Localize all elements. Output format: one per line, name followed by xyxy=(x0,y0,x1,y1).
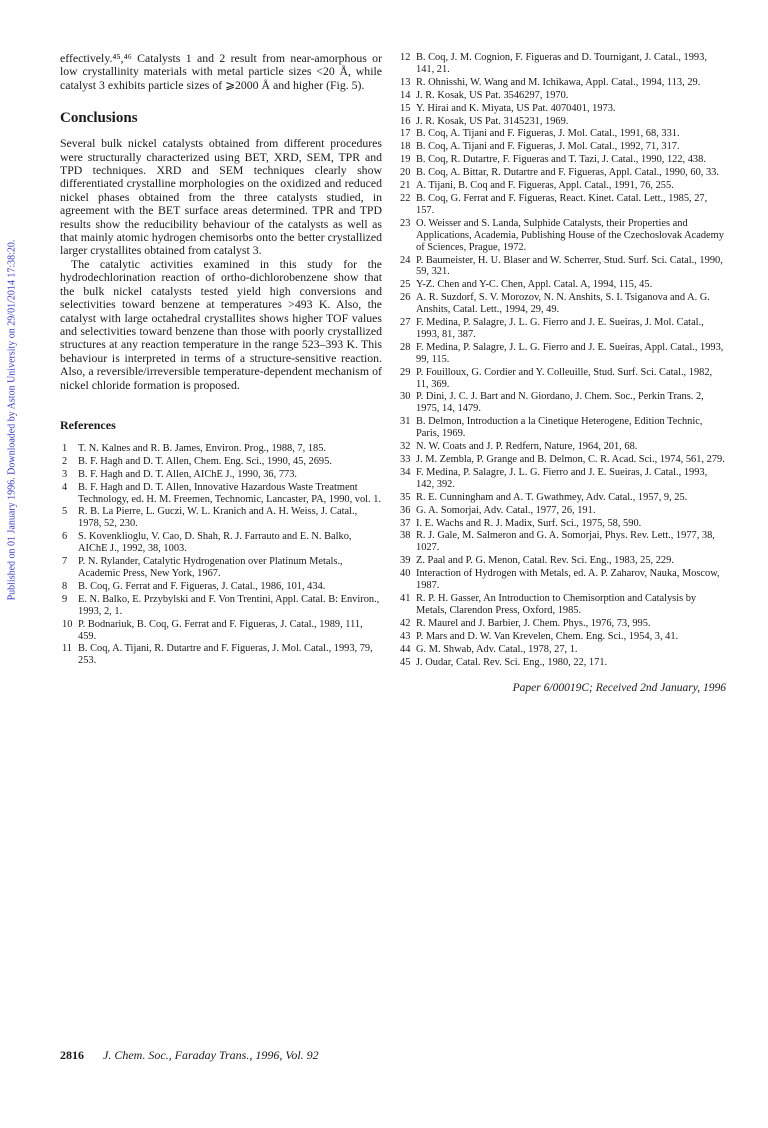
reference-item xyxy=(60,506,382,530)
download-watermark xyxy=(4,60,20,780)
reference-item xyxy=(60,443,382,455)
reference-text: P. N. Rylander, Catalytic Hydrogenation over Platinum Metals., Academic Press, New York, 1967. xyxy=(78,556,343,579)
conclusions-paragraph-2: The catalytic activities examined in this study for the hydrodechlorination reaction of ortho-dichlorobenzene show that the bulk nickel catalysts tested yield high conversions and selectivities toward benzene at temperatures >493 K. Also, the catalyst with large octahedral crystallites shows higher TOF values and selectivities toward benzene than those with poorly crystallized structures at any reaction temperature in the range 523–393 K. This behaviour is interpreted in terms of a structure-sensitive reaction. Also, a reversible/irreversible temperature-dependent mechanism of nickel chloride formation is proposed. xyxy=(60,256,382,392)
reference-item xyxy=(398,128,726,140)
conclusions-paragraph-1: Several bulk nickel catalysts obtained from different procedures were structurally characterized using BET, XRD, SEM, TPR and TPD techniques. XRD and SEM techniques clearly show differentiated crystalline morphologies on the oxidized and reduced nickel phases obtained from the three catalysts studied, in agreement with the BET surface areas determined. TPR and TPD results show the reducibility behaviour of the catalysts as well as that mainly atomic hydrogen chemisorbs onto the better crystallized larger crystallites obtained from catalyst 3. xyxy=(60,136,382,258)
reference-number: 19 xyxy=(400,154,411,166)
reference-text: J. Oudar, Catal. Rev. Sci. Eng., 1980, 22, 171. xyxy=(416,656,608,668)
reference-text: Interaction of Hydrogen with Metals, ed. A. P. Zaharov, Nauka, Moscow, 1987. xyxy=(416,568,720,592)
reference-item xyxy=(398,279,726,291)
reference-text: B. F. Hagh and D. T. Allen, Chem. Eng. Sci., 1990, 45, 2695. xyxy=(78,455,332,467)
right-column xyxy=(398,52,726,694)
reference-number: 21 xyxy=(400,180,411,192)
reference-text: B. F. Hagh and D. T. Allen, AIChE J., 1990, 36, 773. xyxy=(78,468,298,480)
reference-text: B. Coq, A. Tijani and F. Figueras, J. Mol. Catal., 1991, 68, 331. xyxy=(416,128,680,140)
reference-item xyxy=(398,167,726,179)
reference-text: R. P. H. Gasser, An Introduction to Chemisorption and Catalysis by Metals, Clarendon Press, Oxford, 1985. xyxy=(416,592,697,616)
reference-item xyxy=(398,631,726,643)
reference-text: J. M. Zembla, P. Grange and B. Delmon, C. R. Acad. Sci., 1974, 561, 279. xyxy=(416,454,725,465)
reference-item xyxy=(60,619,382,643)
reference-item xyxy=(398,454,726,466)
reference-text: B. Coq, R. Dutartre, F. Figueras and T. Tazi, J. Catal., 1990, 122, 438. xyxy=(416,154,706,166)
reference-item xyxy=(398,391,726,415)
reference-number: 8 xyxy=(62,580,68,592)
reference-text: F. Medina, P. Salagre, J. L. G. Fierro and J. E. Sueiras, J. Catal., 1993, 142, 392. xyxy=(416,466,708,490)
reference-number: 28 xyxy=(400,341,411,353)
reference-text: R. Ohnisshi, W. Wang and M. Ichikawa, Appl. Catal., 1994, 113, 29. xyxy=(416,76,701,88)
reference-text: E. N. Balko, E. Przybylski and F. Von Trentini, Appl. Catal. B: Environ., 1993, 2, 1. xyxy=(78,593,380,617)
reference-text: P. Baumeister, H. U. Blaser and W. Scherrer, Stud. Surf. Sci. Catal., 1990, 59, 321. xyxy=(416,254,723,278)
reference-text: R. J. Gale, M. Salmeron and G. A. Somorjai, Phys. Rev. Lett., 1977, 38, 1027. xyxy=(416,530,715,554)
page-footer xyxy=(60,1048,319,1063)
reference-item xyxy=(398,657,726,669)
reference-item xyxy=(60,456,382,468)
reference-item xyxy=(398,593,726,617)
reference-number: 3 xyxy=(62,468,68,480)
reference-text: T. N. Kalnes and R. B. James, Environ. Prog., 1988, 7, 185. xyxy=(78,442,327,454)
reference-text: P. Fouilloux, G. Cordier and Y. Colleuille, Stud. Surf. Sci. Catal., 1982, 11, 369. xyxy=(416,366,713,390)
reference-number: 26 xyxy=(400,292,411,304)
reference-item xyxy=(398,367,726,391)
reference-number: 41 xyxy=(400,592,411,604)
reference-item xyxy=(398,568,726,592)
reference-number: 11 xyxy=(62,643,73,655)
reference-text: G. A. Somorjai, Adv. Catal., 1977, 26, 191. xyxy=(416,504,596,516)
reference-number: 38 xyxy=(400,530,411,542)
reference-number: 45 xyxy=(400,656,411,668)
reference-number: 35 xyxy=(400,491,411,503)
page-number: 2816 xyxy=(60,1048,84,1062)
reference-item xyxy=(398,255,726,279)
reference-text: B. Coq, A. Tijani, R. Dutartre and F. Figueras, J. Mol. Catal., 1993, 79, 253. xyxy=(78,643,373,667)
reference-number: 39 xyxy=(400,555,411,567)
reference-item xyxy=(398,154,726,166)
reference-number: 32 xyxy=(400,441,411,453)
reference-number: 40 xyxy=(400,568,411,580)
references-list-right xyxy=(398,52,726,668)
reference-item xyxy=(398,467,726,491)
reference-item xyxy=(398,492,726,504)
reference-number: 15 xyxy=(400,102,411,114)
reference-number: 31 xyxy=(400,416,411,428)
reference-number: 9 xyxy=(62,593,68,605)
reference-item xyxy=(60,482,382,506)
reference-number: 30 xyxy=(400,391,411,403)
download-watermark-text: Published on 01 January 1996. Downloaded by Aston University on 29/01/2014 17:38:20. xyxy=(6,239,18,601)
reference-item xyxy=(398,555,726,567)
reference-text: B. Coq, A. Tijani and F. Figueras, J. Mol. Catal., 1992, 71, 317. xyxy=(416,141,680,153)
reference-number: 18 xyxy=(400,141,411,153)
reference-text: B. Coq, G. Ferrat and F. Figueras, React. Kinet. Catal. Lett., 1985, 27, 157. xyxy=(416,192,708,216)
reference-number: 1 xyxy=(62,442,68,454)
reference-item xyxy=(398,52,726,76)
reference-text: N. W. Coats and J. P. Redfern, Nature, 1964, 201, 68. xyxy=(416,441,638,453)
reference-text: B. Coq, A. Bittar, R. Dutartre and F. Figueras, Appl. Catal., 1990, 60, 33. xyxy=(416,167,719,179)
reference-text: B. Coq, G. Ferrat and F. Figueras, J. Catal., 1986, 101, 434. xyxy=(78,580,326,592)
reference-item xyxy=(60,556,382,580)
reference-text: B. Delmon, Introduction a la Cinetique Heterogene, Edition Technic, Paris, 1969. xyxy=(416,416,703,440)
references-heading: References xyxy=(60,417,116,432)
reference-number: 23 xyxy=(400,217,411,229)
reference-item xyxy=(398,116,726,128)
reference-number: 43 xyxy=(400,630,411,642)
reference-text: R. E. Cunningham and A. T. Gwathmey, Adv. Catal., 1957, 9, 25. xyxy=(416,491,688,503)
reference-number: 14 xyxy=(400,89,411,101)
reference-text: P. Mars and D. W. Van Krevelen, Chem. Eng. Sci., 1954, 3, 41. xyxy=(416,630,679,642)
reference-text: R. Maurel and J. Barbier, J. Chem. Phys., 1976, 73, 995. xyxy=(416,617,651,629)
reference-item xyxy=(60,531,382,555)
reference-item xyxy=(398,193,726,217)
reference-number: 5 xyxy=(62,506,68,518)
reference-number: 4 xyxy=(62,481,68,493)
reference-item xyxy=(398,530,726,554)
reference-text: I. E. Wachs and R. J. Madix, Surf. Sci., 1975, 58, 590. xyxy=(416,517,642,529)
reference-number: 37 xyxy=(400,517,411,529)
reference-item xyxy=(398,317,726,341)
reference-number: 29 xyxy=(400,366,411,378)
reference-text: G. M. Shwab, Adv. Catal., 1978, 27, 1. xyxy=(416,643,578,655)
intro-paragraph: effectively.⁴⁵,⁴⁶ Catalysts 1 and 2 result from near-amorphous or low crystallinity materials with metal particle sizes <20 Å, while catalyst 3 exhibits particle sizes of ⩾2000 Å and higher (Fig. 5). xyxy=(60,51,382,92)
reference-text: J. R. Kosak, US Pat. 3145231, 1969. xyxy=(416,115,569,127)
reference-number: 20 xyxy=(400,167,411,179)
reference-item xyxy=(398,141,726,153)
left-column xyxy=(60,52,382,668)
reference-text: Y-Z. Chen and Y-C. Chen, Appl. Catal. A, 1994, 115, 45. xyxy=(416,279,653,291)
reference-text: O. Weisser and S. Landa, Sulphide Catalysts, their Properties and Applications, Academia, Publishing House of the Czechoslovak Academy of Sciences, Prague, 1972. xyxy=(416,217,724,253)
reference-text: B. Coq, J. M. Cognion, F. Figueras and D. Tournigant, J. Catal., 1993, 141, 21. xyxy=(416,52,707,75)
reference-item xyxy=(60,643,382,667)
reference-text: B. F. Hagh and D. T. Allen, Innovative Hazardous Waste Treatment Technology, ed. H. M. Freemen, Technomic, Lancaster, PA, 1990, vol. 1. xyxy=(78,481,382,505)
reference-text: F. Medina, P. Salagre, J. L. G. Fierro and J. E. Sueiras, Appl. Catal., 1993, 99, 115. xyxy=(416,341,724,365)
reference-item xyxy=(60,469,382,481)
reference-number: 33 xyxy=(400,454,411,465)
conclusions-heading: Conclusions xyxy=(60,110,138,127)
reference-text: A. Tijani, B. Coq and F. Figueras, Appl. Catal., 1991, 76, 255. xyxy=(416,180,674,192)
reference-number: 13 xyxy=(400,76,411,88)
reference-item xyxy=(398,342,726,366)
reference-number: 12 xyxy=(400,52,411,63)
reference-item xyxy=(398,644,726,656)
reference-number: 7 xyxy=(62,556,68,568)
reference-text: S. Kovenklioglu, V. Cao, D. Shah, R. J. Farrauto and E. N. Balko, AIChE J., 1992, 38, 1003. xyxy=(78,531,352,555)
reference-number: 6 xyxy=(62,531,68,543)
reference-number: 16 xyxy=(400,115,411,127)
reference-number: 36 xyxy=(400,504,411,516)
reference-text: Y. Hirai and K. Miyata, US Pat. 4070401, 1973. xyxy=(416,102,616,114)
reference-item xyxy=(398,618,726,630)
reference-number: 25 xyxy=(400,279,411,291)
reference-item xyxy=(398,77,726,89)
reference-number: 10 xyxy=(62,618,73,630)
reference-item xyxy=(398,90,726,102)
reference-item xyxy=(60,594,382,618)
received-line: Paper 6/00019C; Received 2nd January, 1996 xyxy=(512,682,726,695)
reference-number: 42 xyxy=(400,617,411,629)
reference-item xyxy=(398,416,726,440)
reference-item xyxy=(398,518,726,530)
reference-text: F. Medina, P. Salagre, J. L. G. Fierro and J. E. Sueiras, J. Mol. Catal., 1993, 81, 387. xyxy=(416,317,704,340)
reference-number: 17 xyxy=(400,128,411,140)
reference-text: J. R. Kosak, US Pat. 3546297, 1970. xyxy=(416,89,569,101)
reference-number: 44 xyxy=(400,643,411,655)
reference-text: A. R. Suzdorf, S. V. Morozov, N. N. Anshits, S. I. Tsiganova and A. G. Anshits, Catal. Lett., 1994, 29, 49. xyxy=(416,292,710,316)
reference-text: P. Dini, J. C. J. Bart and N. Giordano, J. Chem. Soc., Perkin Trans. 2, 1975, 14, 1479. xyxy=(416,391,704,415)
reference-item xyxy=(398,103,726,115)
reference-item xyxy=(398,180,726,192)
reference-text: Z. Paal and P. G. Menon, Catal. Rev. Sci. Eng., 1983, 25, 229. xyxy=(416,555,674,567)
reference-item xyxy=(398,505,726,517)
reference-text: P. Bodnariuk, B. Coq, G. Ferrat and F. Figueras, J. Catal., 1989, 111, 459. xyxy=(78,618,363,642)
reference-number: 24 xyxy=(400,254,411,266)
reference-number: 27 xyxy=(400,317,411,329)
reference-item xyxy=(60,581,382,593)
references-list-left xyxy=(60,443,382,667)
reference-item xyxy=(398,292,726,316)
reference-number: 22 xyxy=(400,192,411,204)
reference-number: 2 xyxy=(62,455,68,467)
reference-item xyxy=(398,441,726,453)
reference-number: 34 xyxy=(400,466,411,478)
journal-citation: J. Chem. Soc., Faraday Trans., 1996, Vol. 92 xyxy=(103,1048,319,1062)
reference-text: R. B. La Pierre, L. Guczi, W. L. Kranich and A. H. Weiss, J. Catal., 1978, 52, 230. xyxy=(78,506,358,530)
reference-item xyxy=(398,218,726,254)
